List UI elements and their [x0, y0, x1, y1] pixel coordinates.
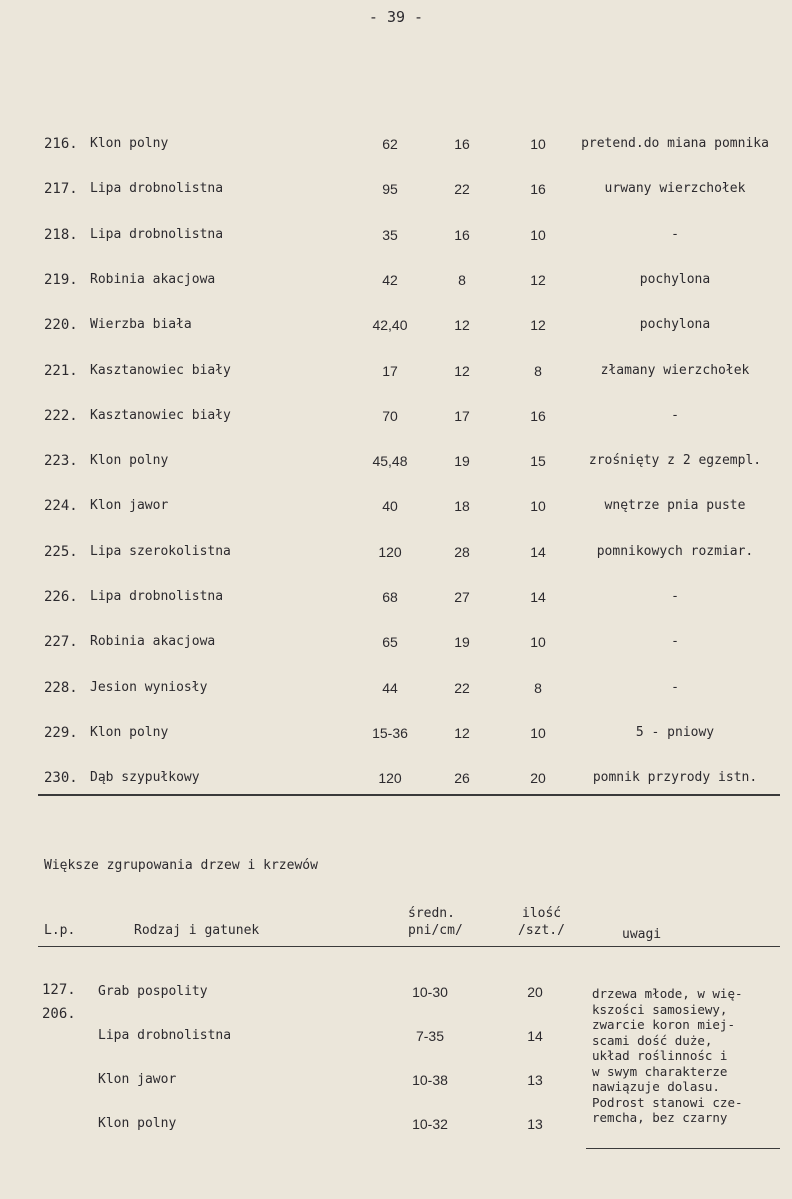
group-row [0, 984, 600, 1006]
table-row [0, 181, 792, 203]
remark-line: nawiązuje dolasu. [592, 1079, 720, 1094]
remark-line: remcha, bez czarny [592, 1110, 728, 1125]
crown-diameter: 16 [530, 181, 546, 197]
group-species: Grab pospolity [98, 984, 208, 999]
tree-number: 216. [44, 136, 78, 152]
tree-number: 227. [44, 634, 78, 650]
remark-line: Podrost stanowi cze- [592, 1094, 743, 1110]
crown-diameter: 14 [530, 544, 546, 560]
tree-number: 228. [44, 680, 78, 696]
trunk-circumference: 120 [378, 544, 402, 560]
table-row [0, 589, 792, 611]
tree-height: 27 [454, 589, 470, 605]
tree-remark: - [671, 227, 679, 242]
tree-species: Klon polny [90, 453, 169, 468]
group-diameter: 10-38 [412, 1072, 448, 1088]
tree-species: Jesion wyniosły [90, 680, 208, 695]
table-row [0, 725, 792, 747]
tree-number: 226. [44, 589, 78, 605]
tree-height: 28 [454, 544, 470, 560]
tree-number: 217. [44, 181, 78, 197]
remark-line: w swym charakterze [592, 1063, 728, 1079]
tree-species: Klon polny [90, 136, 169, 151]
tree-remark: zrośnięty z 2 egzempl. [588, 453, 762, 468]
tree-height: 19 [454, 453, 470, 469]
tree-remark: złamany wierzchołek [600, 363, 750, 378]
table-row [0, 680, 792, 702]
trunk-circumference: 45,48 [372, 453, 408, 469]
tree-species: Lipa drobnolistna [90, 589, 224, 604]
tree-number: 222. [44, 408, 78, 424]
trunk-circumference: 70 [382, 408, 398, 424]
group-number: 127. [42, 982, 76, 998]
tree-number: 223. [44, 453, 78, 469]
tree-remark: pochylona [639, 272, 711, 287]
table-row [0, 453, 792, 475]
page-number: - 39 - [368, 8, 424, 26]
tree-height: 12 [454, 363, 470, 379]
crown-diameter: 10 [530, 634, 546, 650]
crown-diameter: 12 [530, 272, 546, 288]
tree-species: Lipa drobnolistna [90, 181, 224, 196]
remark-line: zwarcie koron miej- [592, 1017, 735, 1032]
header-species: Rodzaj i gatunek [134, 923, 260, 938]
tree-remark: urwany wierzchołek [604, 181, 746, 196]
tree-number: 220. [44, 317, 78, 333]
table-row [0, 272, 792, 294]
tree-remark: - [671, 589, 679, 604]
header-diameter-line2: pni/cm/ [408, 923, 463, 938]
tree-height: 16 [454, 136, 470, 152]
remark-line: układ roślinnośc i [592, 1048, 728, 1063]
trunk-circumference: 62 [382, 136, 398, 152]
group-diameter: 10-30 [412, 984, 448, 1000]
header-lp: L.p. [44, 923, 76, 938]
table-row [0, 498, 792, 520]
tree-height: 16 [454, 227, 470, 243]
tree-species: Wierzba biała [90, 317, 192, 332]
crown-diameter: 14 [530, 589, 546, 605]
group-diameter: 10-32 [412, 1116, 448, 1132]
tree-height: 22 [454, 680, 470, 696]
tree-remark: - [671, 408, 679, 423]
trunk-circumference: 120 [378, 770, 402, 786]
trunk-circumference: 68 [382, 589, 398, 605]
trunk-circumference: 65 [382, 634, 398, 650]
table-row [0, 634, 792, 656]
remark-line: drzewa młode, w wię- [592, 986, 743, 1001]
table-bottom-rule [38, 794, 780, 796]
trunk-circumference: 40 [382, 498, 398, 514]
group-remarks [592, 986, 782, 1126]
table-row [0, 317, 792, 339]
crown-diameter: 15 [530, 453, 546, 469]
trunk-circumference: 95 [382, 181, 398, 197]
trunk-circumference: 42 [382, 272, 398, 288]
tree-remark: pomnik przyrody istn. [592, 770, 758, 785]
crown-diameter: 10 [530, 498, 546, 514]
tree-remark: pochylona [639, 317, 711, 332]
tree-remark: pomnikowych rozmiar. [596, 544, 754, 559]
tree-species: Lipa drobnolistna [90, 227, 224, 242]
tree-species: Klon jawor [90, 498, 169, 513]
tree-species: Klon polny [90, 725, 169, 740]
group-species: Klon jawor [98, 1072, 177, 1087]
table-row [0, 770, 792, 792]
tree-species: Robinia akacjowa [90, 272, 216, 287]
tree-remark: - [671, 634, 679, 649]
group-quantity: 20 [527, 984, 543, 1000]
crown-diameter: 10 [530, 136, 546, 152]
trunk-circumference: 17 [382, 363, 398, 379]
tree-height: 17 [454, 408, 470, 424]
table-row [0, 363, 792, 385]
trunk-circumference: 35 [382, 227, 398, 243]
group-number: 206. [42, 1006, 76, 1022]
header-rule [38, 946, 780, 947]
tree-height: 22 [454, 181, 470, 197]
group-row [0, 1028, 600, 1050]
header-quantity-line2: /szt./ [518, 923, 565, 938]
tree-height: 26 [454, 770, 470, 786]
tree-height: 12 [454, 317, 470, 333]
crown-diameter: 10 [530, 725, 546, 741]
group-row [0, 1072, 600, 1094]
tree-number: 219. [44, 272, 78, 288]
tree-number: 218. [44, 227, 78, 243]
tree-height: 18 [454, 498, 470, 514]
crown-diameter: 8 [534, 680, 542, 696]
crown-diameter: 16 [530, 408, 546, 424]
group-row [0, 1116, 600, 1138]
header-quantity-line1: ilość [522, 906, 562, 921]
tree-number: 224. [44, 498, 78, 514]
tree-number: 225. [44, 544, 78, 560]
trunk-circumference: 44 [382, 680, 398, 696]
crown-diameter: 8 [534, 363, 542, 379]
tree-remark: wnętrze pnia puste [604, 498, 746, 513]
tree-species: Dąb szypułkowy [90, 770, 200, 785]
tree-number: 229. [44, 725, 78, 741]
tree-remark: - [671, 680, 679, 695]
section-title: Większe zgrupowania drzew i krzewów [44, 858, 318, 873]
remark-line: scami dość duże, [592, 1032, 713, 1048]
table-row [0, 227, 792, 249]
tree-species: Lipa szerokolistna [90, 544, 231, 559]
tree-remark: 5 - pniowy [635, 725, 715, 740]
remarks-rule [586, 1148, 780, 1149]
table-row [0, 544, 792, 566]
tree-species: Kasztanowiec biały [90, 363, 231, 378]
trunk-circumference: 42,40 [372, 317, 408, 333]
group-quantity: 13 [527, 1072, 543, 1088]
tree-species: Robinia akacjowa [90, 634, 216, 649]
group-diameter: 7-35 [415, 1028, 445, 1044]
remark-line: kszości samosiewy, [592, 1001, 728, 1017]
tree-number: 221. [44, 363, 78, 379]
crown-diameter: 12 [530, 317, 546, 333]
crown-diameter: 10 [530, 227, 546, 243]
table-row [0, 408, 792, 430]
tree-remark: pretend.do miana pomnika [581, 136, 769, 151]
trunk-circumference: 15-36 [372, 725, 408, 741]
header-diameter-line1: średn. [408, 906, 455, 921]
tree-number: 230. [44, 770, 78, 786]
tree-height: 8 [458, 272, 466, 288]
group-quantity: 13 [527, 1116, 543, 1132]
group-species: Klon polny [98, 1116, 177, 1131]
table-row [0, 136, 792, 158]
tree-height: 12 [454, 725, 470, 741]
tree-species: Kasztanowiec biały [90, 408, 231, 423]
group-species: Lipa drobnolistna [98, 1028, 232, 1043]
crown-diameter: 20 [530, 770, 546, 786]
tree-height: 19 [454, 634, 470, 650]
header-remarks: uwagi [622, 927, 662, 942]
group-quantity: 14 [527, 1028, 543, 1044]
